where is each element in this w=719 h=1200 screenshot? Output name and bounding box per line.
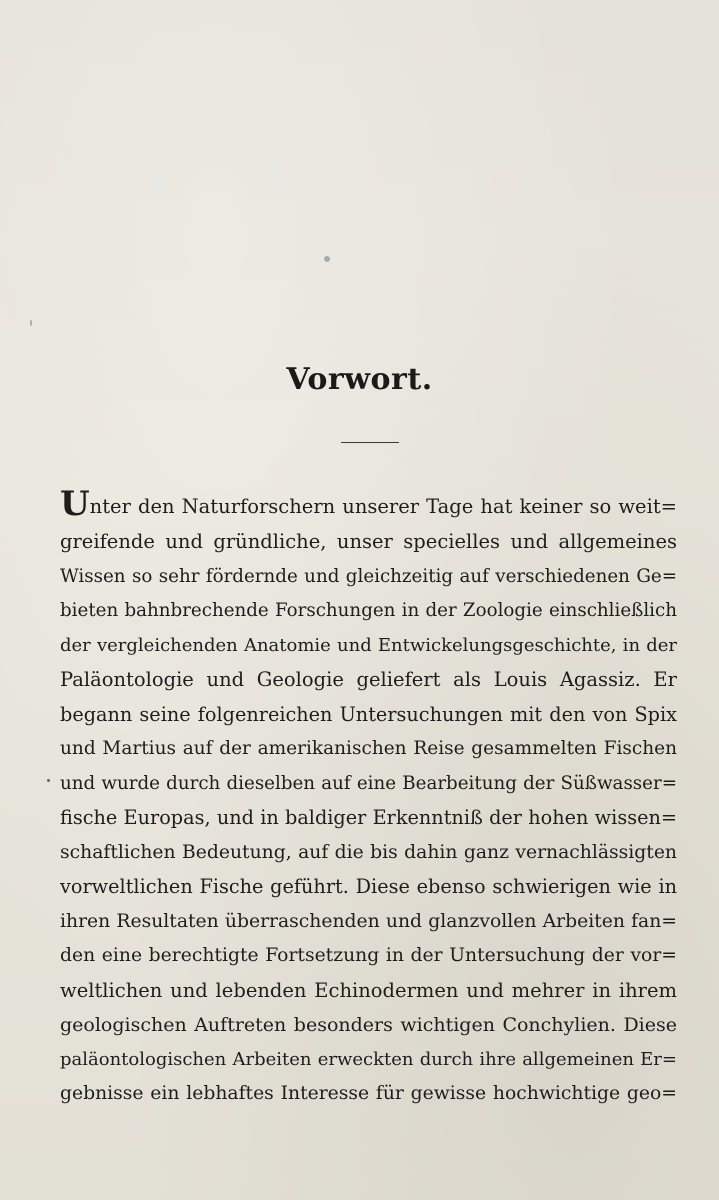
text-line: Wissen so sehr fördernde und gleichzeitig auf verschiedenen Ge= — [60, 565, 677, 587]
text-line: vorweltlichen Fische geführt. Diese ebenso schwierigen wie in — [60, 875, 677, 898]
text-line: Paläontologie und Geologie geliefert als Louis Agassiz. Er — [60, 668, 677, 691]
page-title: Vorwort. — [286, 362, 433, 397]
text-line: fische Europas, und in baldiger Erkenntniß der hohen wissen= — [60, 806, 677, 829]
text-line: schaftlichen Bedeutung, auf die bis dahin ganz vernachlässigten — [60, 841, 677, 863]
text-line: paläontologischen Arbeiten erweckten durch ihre allgemeinen Er= — [60, 1048, 677, 1070]
text-line: bieten bahnbrechende Forschungen in der Zoologie einschließlich — [60, 600, 677, 621]
text-line: weltlichen und lebenden Echinodermen und mehrer in ihrem — [60, 978, 677, 1002]
preface-text — [60, 487, 677, 1112]
text-line: und wurde durch dieselben auf eine Bearbeitung der Süßwasser= — [60, 772, 677, 794]
text-line: der vergleichenden Anatomie und Entwickelungsgeschichte, in der — [60, 634, 677, 656]
text-line: gebnisse ein lebhaftes Interesse für gewisse hochwichtige geo= — [60, 1083, 677, 1104]
text-line: und Martius auf der amerikanischen Reise gesammelten Fischen — [60, 738, 677, 759]
text-line — [60, 487, 677, 525]
text-line-content: nter den Naturforschern unserer Tage hat keiner so weit= — [89, 495, 677, 518]
title-divider — [341, 442, 399, 443]
text-line: greifende und gründliche, unser specielles und allgemeines — [60, 530, 677, 553]
initial-letter: U — [60, 487, 90, 524]
text-line: geologischen Auftreten besonders wichtigen Conchylien. Diese — [60, 1014, 677, 1036]
text-line: den eine berechtigte Fortsetzung in der Untersuchung der vor= — [60, 945, 677, 966]
paper-speck — [324, 256, 330, 262]
paper-speck — [47, 779, 50, 782]
text-line: ihren Resultaten überraschenden und glanzvollen Arbeiten fan= — [60, 910, 677, 932]
paper-speck — [30, 320, 32, 326]
text-line: begann seine folgenreichen Untersuchungen mit den von Spix — [60, 702, 677, 726]
